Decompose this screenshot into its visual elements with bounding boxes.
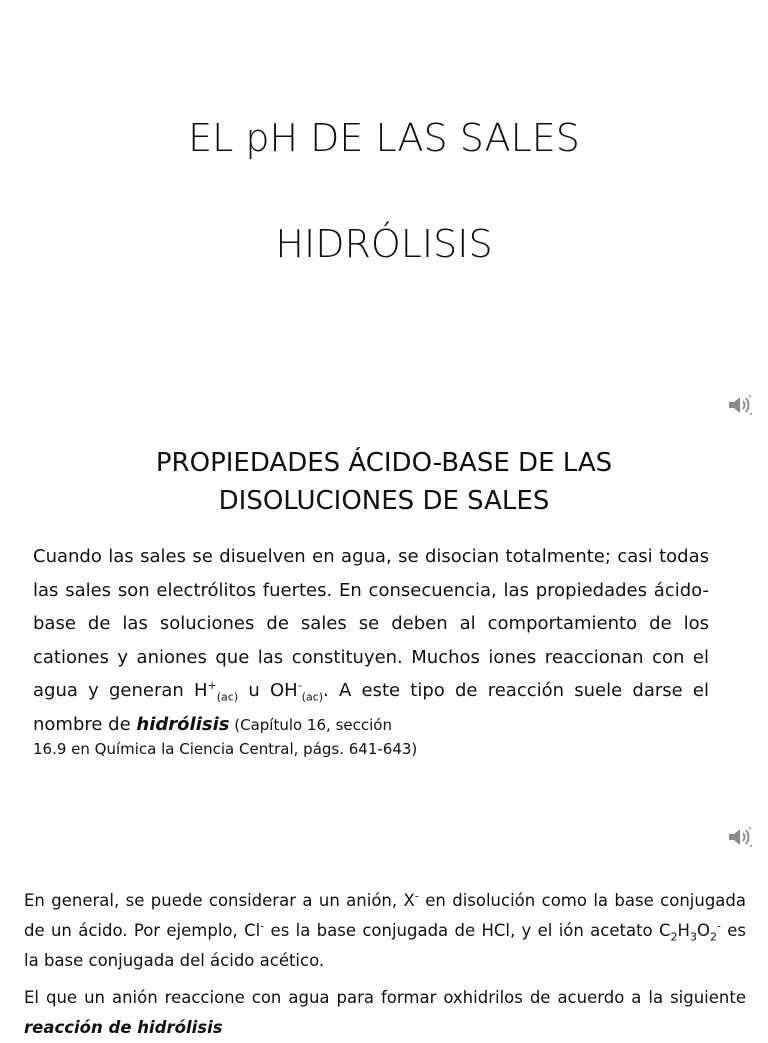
para-text: Cuando las sales se disuelven en agua, se disocian totalmente; casi todas las sales son electrólitos fuertes. En consecuencia, las propiedades ácido-base de las soluciones de sales se deben al comportamiento de los cationes y aniones que las constituyen. Muchos iones reaccionan con el agua y generan H [33, 546, 709, 701]
intro-paragraph [33, 540, 709, 742]
cl-sup: - [260, 919, 265, 933]
heading-line-1: PROPIEDADES ÁCIDO-BASE DE LAS [155, 448, 613, 478]
text-c: es la base conjugada de HCl, y el ión acetato C [264, 921, 671, 940]
main-title: EL pH DE LAS SALES [188, 116, 580, 160]
bold-phrase: reacción de hidrólisis [24, 1018, 223, 1037]
ref-part2: 16.9 en Química la Ciencia Central, págs. 641-643) [33, 740, 418, 758]
ref-part1: (Capítulo 16, sección [229, 715, 392, 734]
speaker-icon[interactable] [728, 825, 754, 849]
oh-sup: - [297, 679, 302, 692]
h-letter: H [677, 921, 690, 940]
speaker-icon[interactable] [728, 393, 754, 417]
o-letter: O [696, 921, 710, 940]
subtitle: HIDRÓLISIS [275, 222, 493, 266]
hydrolysis-paragraph [24, 983, 746, 1043]
para-after: . A este tipo de reacción suele darse el nombre de [33, 680, 709, 735]
h-sub: 3 [689, 930, 697, 944]
text-b: en disolución como la base conjugada de un ácido. Por ejemplo, Cl [24, 891, 746, 940]
o-sub: 2 [709, 930, 717, 944]
h-sub: (ac) [216, 690, 239, 704]
text-d: es la base conjugada del ácido acético. [24, 921, 747, 970]
o-sup: - [716, 919, 721, 933]
heading-line-2: DISOLUCIONES DE SALES [218, 486, 550, 516]
para-u: u OH [238, 680, 298, 701]
h-sup: + [207, 679, 217, 692]
oh-sub: (ac) [301, 690, 324, 704]
x-sup: - [414, 889, 419, 903]
text-a: En general, se puede considerar a un anión, X [24, 891, 415, 910]
text-e: El que un anión reaccione con agua para formar oxhidrilos de acuerdo a la siguiente [24, 988, 746, 1007]
section-heading [60, 444, 708, 520]
c-sub: 2 [670, 930, 678, 944]
general-paragraph [24, 886, 746, 976]
bold-term: hidrólisis [136, 713, 230, 735]
slide-title [0, 0, 768, 380]
